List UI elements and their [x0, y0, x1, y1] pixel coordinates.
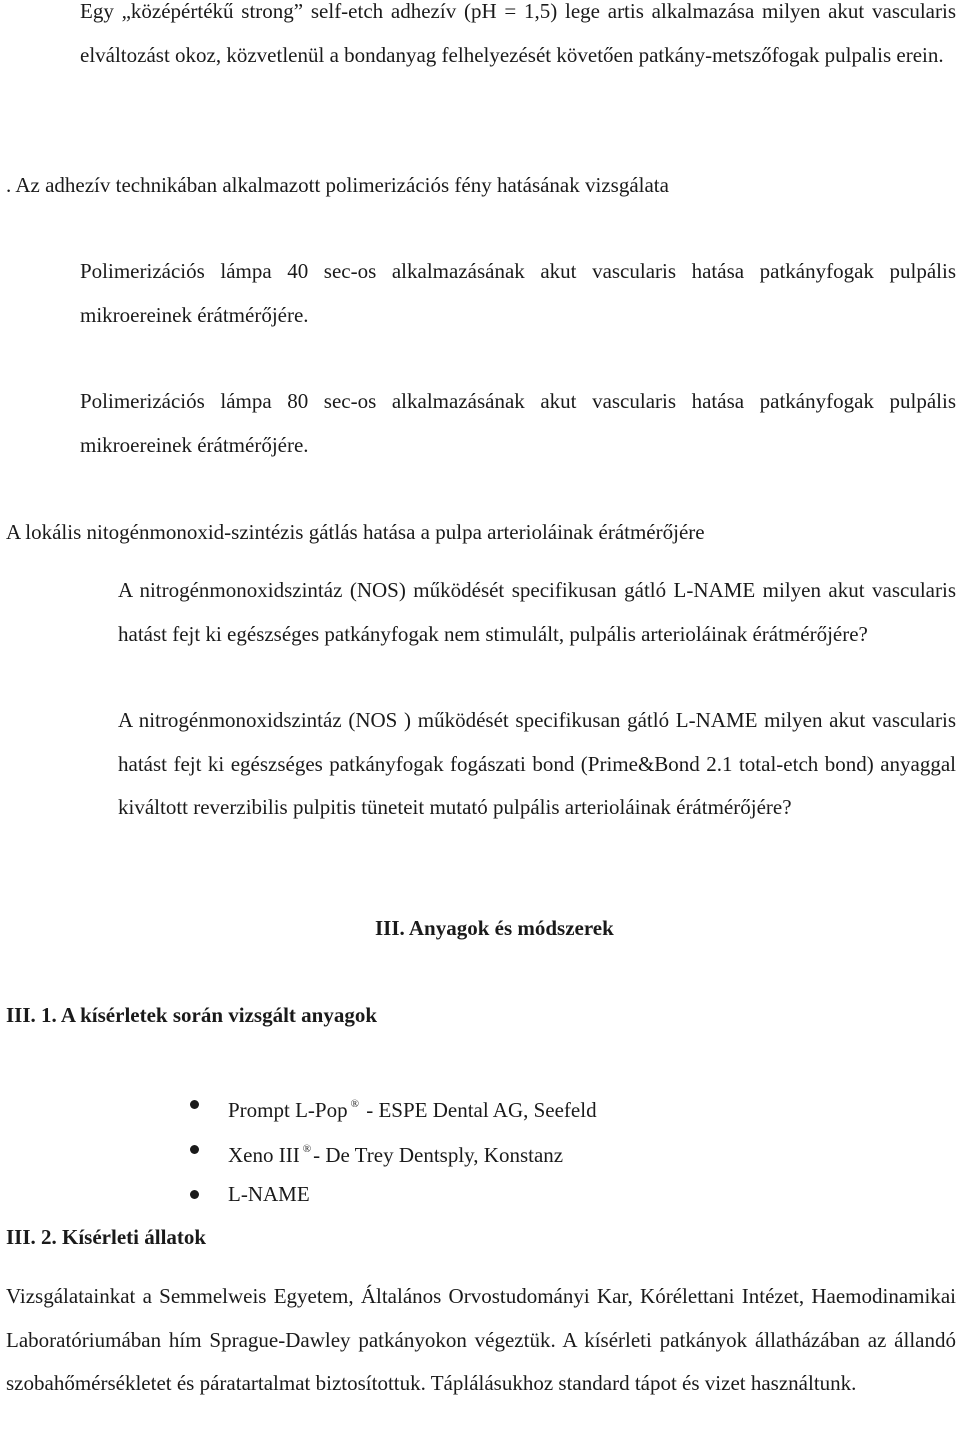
subsection-2-title: III. 2. Kísérleti állatok: [6, 1225, 207, 1249]
animals-paragraph: Vizsgálatainkat a Semmelweis Egyetem, Általános Orvostudományi Kar, Kórélettani Intézet, Haemodinamikai Laboratóriumában hím Sprague-Dawley patkányokon végeztük. A kísérleti patkányok állatházában az állandó szobahőmérsékletet és páratartalmat biztosítottuk. Táplálásukhoz standard tápot és vizet használtunk.: [6, 1284, 956, 1395]
section-title: III. Anyagok és módszerek: [375, 916, 614, 940]
nos-question-1: A nitrogénmonoxidszintáz (NOS) működését specifikusan gátló L-NAME milyen akut vascularis hatást fejt ki egészséges patkányfogak nem stimulált, pulpális arterioláinak érátmérőjére?: [118, 578, 956, 646]
lamp-80-paragraph: Polimerizációs lámpa 80 sec-os alkalmazásának akut vascularis hatása patkányfogak pulpális mikroereinek érátmérőjére.: [80, 389, 956, 457]
nos-question-2: A nitrogénmonoxidszintáz (NOS ) működését specifikusan gátló L-NAME milyen akut vascularis hatást fejt ki egészséges patkányfogak fogászati bond (Prime&Bond 2.1 total-etch bond) anyaggal kiváltott reverzibilis pulpitis tüneteit mutató pulpális arterioláinak érátmérőjére?: [118, 708, 956, 819]
subsection-1-title: III. 1. A kísérletek során vizsgált anyagok: [6, 1003, 378, 1027]
no-synthesis-heading-text: A lokális nitogénmonoxid-szintézis gátlás hatása a pulpa arterioláinak érátmérőjére: [6, 520, 705, 544]
list-item: L-NAME: [190, 1172, 890, 1217]
lamp-40-paragraph: Polimerizációs lámpa 40 sec-os alkalmazásának akut vascularis hatása patkányfogak pulpális mikroereinek érátmérőjére.: [80, 259, 956, 327]
light-study-heading: . Az adhezív technikában alkalmazott polimerizációs fény hatásának vizsgálata: [6, 173, 669, 197]
intro-paragraph: Egy „középértékű strong” self-etch adhezív (pH = 1,5) lege artis alkalmazása milyen akut vascularis elváltozást okoz, közvetlenül a bondanyag felhelyezését követően patkány-metszőfogak pulpalis erein.: [80, 0, 956, 67]
no-synthesis-heading: [6, 511, 946, 555]
registered-mark: ®: [302, 1143, 312, 1155]
list-item: Prompt L-Pop ® - ESPE Dental AG, Seefeld: [190, 1082, 890, 1127]
list-item: Xeno III ®- De Trey Dentsply, Konstanz: [190, 1127, 890, 1172]
registered-mark: ®: [350, 1098, 359, 1110]
materials-list: [190, 1082, 890, 1217]
